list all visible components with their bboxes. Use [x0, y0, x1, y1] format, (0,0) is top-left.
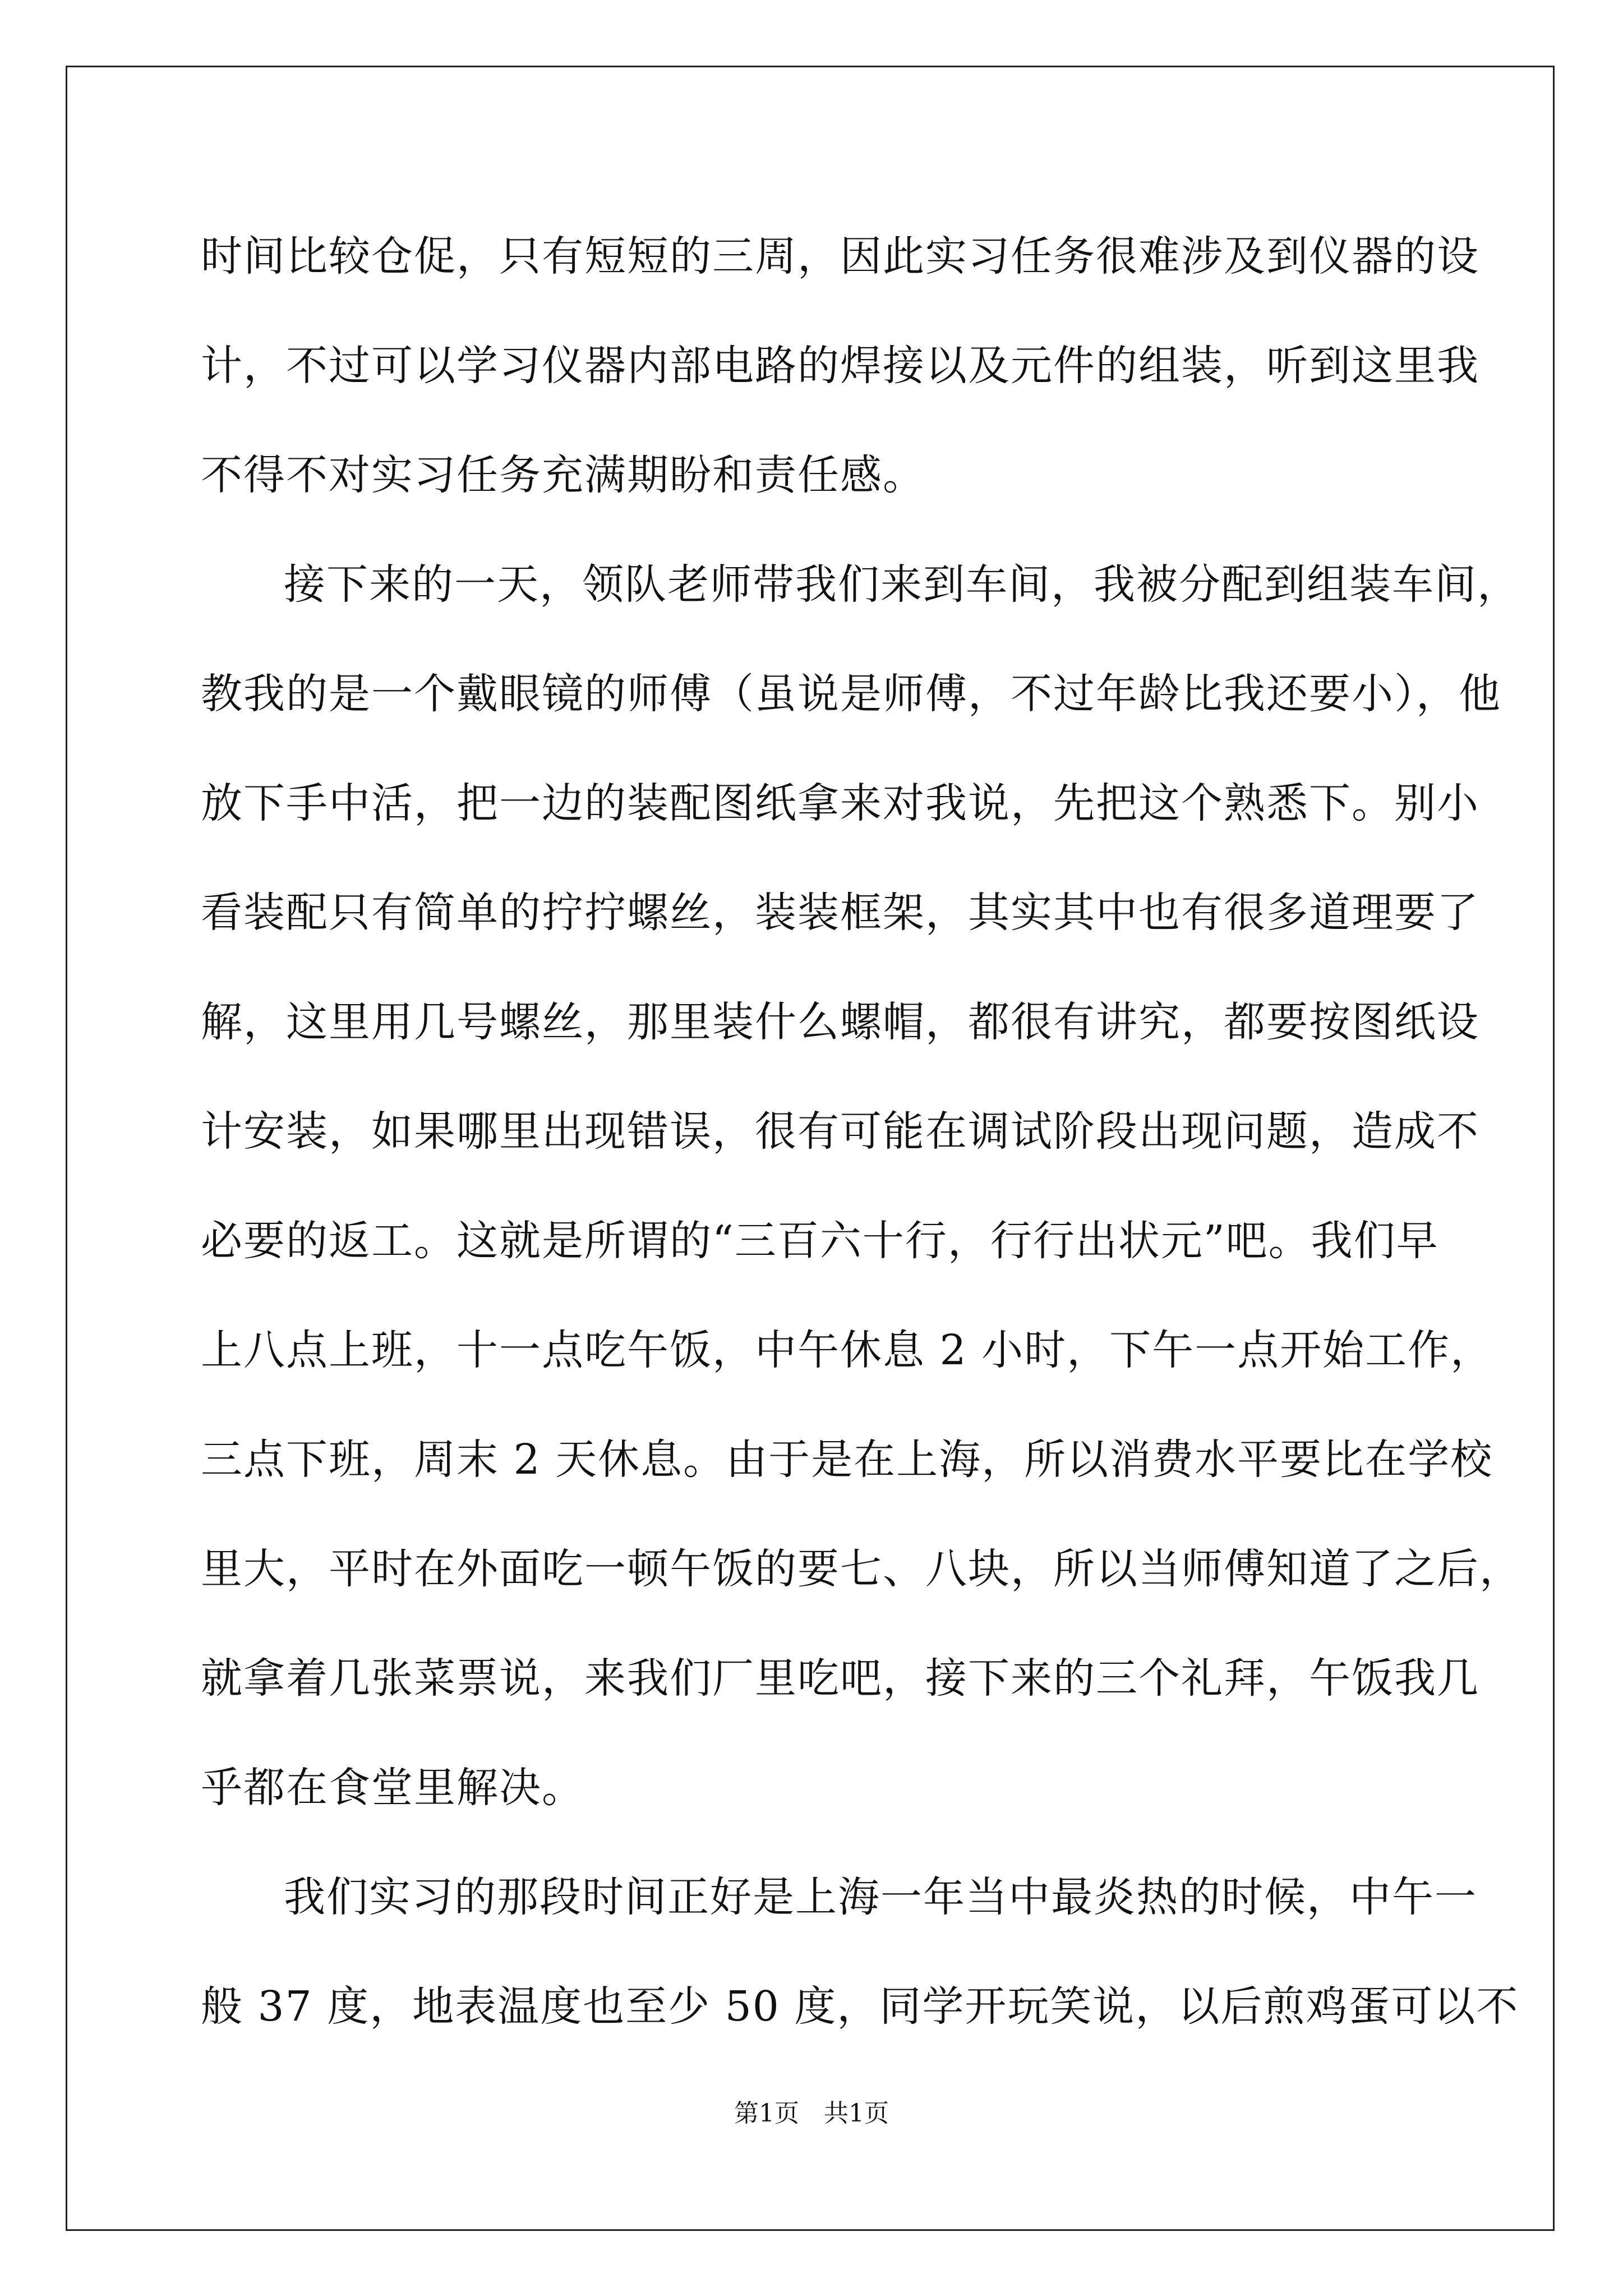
- text-line: 乎都在食堂里解决。: [201, 1764, 584, 1812]
- text-line: 必要的返工。这就是所谓的“三百六十行，行行出状元”吧。我们早: [201, 1217, 1439, 1265]
- page-footer: 第1页 共1页: [734, 2099, 889, 2128]
- text-line: 不得不对实习任务充满期盼和责任感。: [201, 451, 925, 499]
- text-line: 计，不过可以学习仪器内部电路的焊接以及元件的组装，听到这里我: [201, 342, 1479, 390]
- text-line: 看装配只有简单的拧拧螺丝，装装框架，其实其中也有很多道理要了: [201, 889, 1479, 937]
- text-line: 我们实习的那段时间正好是上海一年当中最炎热的时候，中午一: [284, 1873, 1477, 1921]
- text-line: 里大，平时在外面吃一顿午饭的要七、八块，所以当师傅知道了之后，: [201, 1545, 1522, 1593]
- text-line: 放下手中活，把一边的装配图纸拿来对我说，先把这个熟悉下。别小: [201, 779, 1479, 827]
- text-line: 三点下班，周末 2 天休息。由于是在上海，所以消费水平要比在学校: [201, 1435, 1493, 1484]
- text-line: 般 37 度，地表温度也至少 50 度，同学开玩笑说，以后煎鸡蛋可以不: [201, 1982, 1519, 2031]
- text-line: 计安装，如果哪里出现错误，很有可能在调试阶段出现问题，造成不: [201, 1107, 1479, 1156]
- text-line: 就拿着几张菜票说，来我们厂里吃吧，接下来的三个礼拜，午饭我几: [201, 1654, 1479, 1703]
- text-line: 上八点上班，十一点吃午饭，中午休息 2 小时，下午一点开始工作，: [201, 1326, 1493, 1374]
- text-line: 解，这里用几号螺丝，那里装什么螺帽，都很有讲究，都要按图纸设: [201, 998, 1479, 1046]
- text-line: 教我的是一个戴眼镜的师傅（虽说是师傅，不过年龄比我还要小），他: [201, 670, 1501, 718]
- text-line: 时间比较仓促，只有短短的三周，因此实习任务很难涉及到仪器的设: [201, 232, 1479, 280]
- text-line: 接下来的一天，领队老师带我们来到车间，我被分配到组装车间，: [284, 560, 1520, 609]
- document-body: [201, 202, 1522, 2062]
